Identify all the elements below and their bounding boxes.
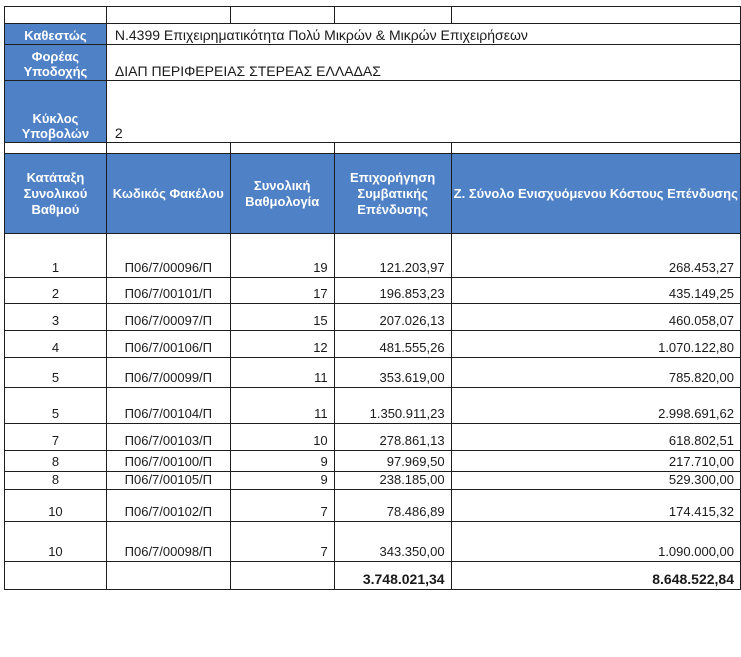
cell-code: Π06/7/00105/Π — [106, 472, 230, 490]
table-row — [5, 424, 741, 451]
cell-score: 11 — [230, 388, 334, 424]
agency-row — [5, 45, 741, 81]
cycle-label: Κύκλος Υποβολών — [5, 81, 107, 143]
cell-grant: 353.619,00 — [334, 358, 451, 388]
status-value: Ν.4399 Επιχειρηματικότητα Πολύ Μικρών & Μικρών Επιχειρήσεων — [106, 24, 740, 45]
total-grant: 3.748.021,34 — [334, 562, 451, 590]
cell-code: Π06/7/00106/Π — [106, 331, 230, 358]
table-row — [5, 234, 741, 278]
top-empty-row — [5, 7, 741, 24]
cell-score: 15 — [230, 304, 334, 331]
cell-cost: 174.415,32 — [451, 490, 740, 522]
cell-rank: 8 — [5, 472, 107, 490]
header-cost: Ζ. Σύνολο Ενισχυόμενου Κόστους Επένδυσης — [451, 154, 740, 234]
cell-rank: 8 — [5, 451, 107, 472]
table-row — [5, 358, 741, 388]
header-row — [5, 154, 741, 234]
status-label: Καθεστώς — [5, 24, 107, 45]
cell-rank: 2 — [5, 278, 107, 304]
cell-rank: 4 — [5, 331, 107, 358]
cell-score: 10 — [230, 424, 334, 451]
table-row — [5, 451, 741, 472]
cell-score: 12 — [230, 331, 334, 358]
cell-code: Π06/7/00102/Π — [106, 490, 230, 522]
cell-grant: 481.555,26 — [334, 331, 451, 358]
cell-rank: 10 — [5, 490, 107, 522]
cell-code: Π06/7/00104/Π — [106, 388, 230, 424]
cell-code: Π06/7/00098/Π — [106, 522, 230, 562]
cell-cost: 785.820,00 — [451, 358, 740, 388]
cell-cost: 618.802,51 — [451, 424, 740, 451]
table-row — [5, 388, 741, 424]
table-row — [5, 472, 741, 490]
table-row — [5, 490, 741, 522]
header-grant: Επιχορήγηση Συμβατικής Επένδυσης — [334, 154, 451, 234]
cell-cost: 460.058,07 — [451, 304, 740, 331]
table-row — [5, 304, 741, 331]
spacer-row — [5, 143, 741, 154]
cell-score: 11 — [230, 358, 334, 388]
cell-grant: 97.969,50 — [334, 451, 451, 472]
cell-grant: 238.185,00 — [334, 472, 451, 490]
cell-grant: 78.486,89 — [334, 490, 451, 522]
cell-grant: 207.026,13 — [334, 304, 451, 331]
totals-row — [5, 562, 741, 590]
cell-rank: 1 — [5, 234, 107, 278]
cell-cost: 529.300,00 — [451, 472, 740, 490]
cell-cost: 217.710,00 — [451, 451, 740, 472]
header-score: Συνολική Βαθμολογία — [230, 154, 334, 234]
cell-code: Π06/7/00100/Π — [106, 451, 230, 472]
cell-cost: 1.070.122,80 — [451, 331, 740, 358]
cell-code: Π06/7/00103/Π — [106, 424, 230, 451]
status-row — [5, 24, 741, 45]
cell-rank: 5 — [5, 358, 107, 388]
cell-score: 9 — [230, 472, 334, 490]
table-row — [5, 331, 741, 358]
cell-grant: 121.203,97 — [334, 234, 451, 278]
cell-cost: 1.090.000,00 — [451, 522, 740, 562]
cell-score: 7 — [230, 490, 334, 522]
spreadsheet — [4, 6, 741, 590]
cell-grant: 343.350,00 — [334, 522, 451, 562]
cell-score: 9 — [230, 451, 334, 472]
cell-grant: 278.861,13 — [334, 424, 451, 451]
cell-score: 17 — [230, 278, 334, 304]
cell-grant: 1.350.911,23 — [334, 388, 451, 424]
agency-value: ΔΙΑΠ ΠΕΡΙΦΕΡΕΙΑΣ ΣΤΕΡΕΑΣ ΕΛΛΑΔΑΣ — [106, 45, 740, 81]
cell-rank: 7 — [5, 424, 107, 451]
cell-cost: 435.149,25 — [451, 278, 740, 304]
cell-rank: 3 — [5, 304, 107, 331]
cell-cost: 268.453,27 — [451, 234, 740, 278]
cell-score: 7 — [230, 522, 334, 562]
cell-code: Π06/7/00101/Π — [106, 278, 230, 304]
cell-rank: 5 — [5, 388, 107, 424]
cell-code: Π06/7/00096/Π — [106, 234, 230, 278]
cycle-row — [5, 81, 741, 143]
cycle-value: 2 — [106, 81, 740, 143]
header-code: Κωδικός Φακέλου — [106, 154, 230, 234]
cell-code: Π06/7/00097/Π — [106, 304, 230, 331]
table-row — [5, 278, 741, 304]
table-row — [5, 522, 741, 562]
agency-label: Φορέας Υποδοχής — [5, 45, 107, 81]
cell-code: Π06/7/00099/Π — [106, 358, 230, 388]
total-cost: 8.648.522,84 — [451, 562, 740, 590]
cell-grant: 196.853,23 — [334, 278, 451, 304]
cell-score: 19 — [230, 234, 334, 278]
header-rank: Κατάταξη Συνολικού Βαθμού — [5, 154, 107, 234]
evaluation-table — [4, 6, 741, 590]
cell-cost: 2.998.691,62 — [451, 388, 740, 424]
cell-rank: 10 — [5, 522, 107, 562]
